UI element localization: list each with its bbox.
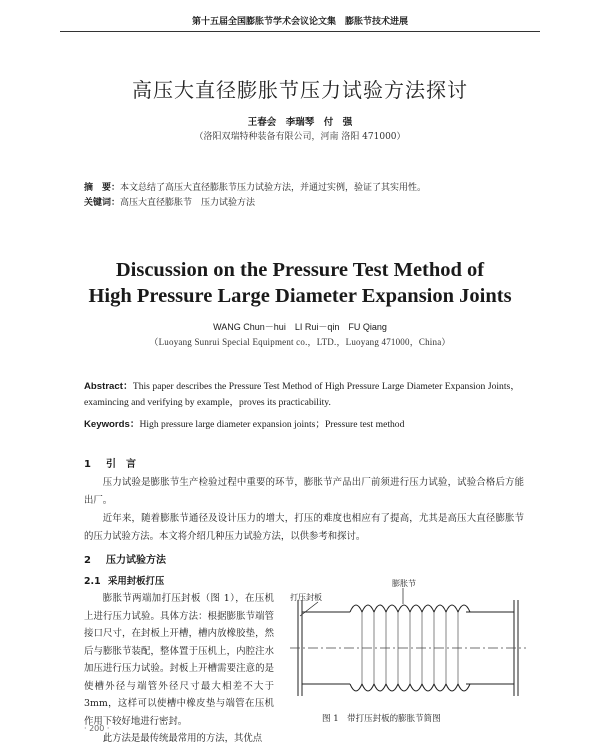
english-keywords [84,416,524,430]
english-keywords-text: High pressure large diameter expansion joints；Pressure test method [139,419,405,430]
english-affiliation: （Luoyang Sunrui Special Equipment co.，LTD.，Luoyang 471000，China） [149,337,451,347]
section-2-paragraph-1: 膨胀节两端加打压封板（图 1），在压机上进行压力试验。具体方法：根据膨胀节端管接口尺寸，在封板上开槽，槽内放橡胶垫，然后与膨胀节装配，整体置于压机上，内腔注水加压进行压力试验。封板上开槽需要注意的是使槽外径与端管外径尺寸最大相差不大于 3mm，这样可以使槽中橡皮垫与端管在压机作用下较好地进行密封。 [84,593,274,727]
chinese-affiliation: （洛阳双瑞特种装备有限公司，河南 洛阳 471000） [194,132,406,142]
chinese-keywords-text: 高压大直径膨胀节 压力试验方法 [120,198,256,208]
section-1-paragraph-2: 近年来，随着膨胀节通径及设计压力的增大，打压的难度也相应有了提高，尤其是高压大直径膨胀节的压力试验方法。本文将介绍几种压力试验方法，以供参考和探讨。 [84,513,524,542]
english-title-line-2: High Pressure Large Diameter Expansion Joints [88,285,512,307]
section-2-number: 2 [84,555,91,566]
section-1-heading [84,455,136,470]
section-2-title: 压力试验方法 [106,555,166,566]
english-abstract-label: Abstract： [84,381,133,392]
section-1-number: 1 [84,459,91,470]
chinese-abstract-label: 摘 要： [84,183,121,193]
subsection-2-1-heading [84,573,164,587]
chinese-authors: 王春会 李瑞琴 付 强 [247,117,353,128]
english-title-line-1: Discussion on the Pressure Test Method of [115,259,485,281]
section-1-paragraph-1: 压力试验是膨胀节生产检验过程中重要的环节，膨胀节产品出厂前须进行压力试验，试验合格后方能出厂。 [84,477,524,506]
header-rule [60,31,540,32]
chinese-abstract-text: 本文总结了高压大直径膨胀节压力试验方法，并通过实例，验证了其实用性。 [120,183,427,193]
page-number: · 200 · [84,724,110,733]
running-header: 第十五届全国膨胀节学术会议论文集 膨胀节技术进展 [191,17,408,27]
english-title [0,257,600,309]
bellows-convolutions-bottom [350,684,470,691]
english-abstract-text: This paper describes the Pressure Test Method of High Pressure Large Diameter Expansion Joints，examincing and verifying by example，proves its practicability. [84,381,520,408]
chinese-keywords-label: 关键词： [84,198,121,208]
figure-label-bellows: 膨胀节 [392,579,416,588]
figure-label-test-plate: 打压封板 [290,593,322,602]
subsection-2-1-title: 采用封板打压 [108,576,165,587]
figure-1-caption: 图 1 带打压封板的膨胀节简图 [322,714,441,724]
english-keywords-label: Keywords： [84,419,140,430]
chinese-abstract [84,180,554,193]
section-2-heading [84,551,166,566]
figure-1-bellows-diagram [288,578,528,710]
english-abstract [84,379,520,411]
section-1-title: 引 言 [106,459,136,470]
english-authors: WANG Chun－hui LI Rui－qin FU Qiang [213,322,387,332]
chinese-title: 高压大直径膨胀节压力试验方法探讨 [132,78,468,102]
subsection-2-1-number: 2.1 [84,576,101,587]
chinese-keywords [84,195,554,208]
bellows-convolutions-top [350,605,470,612]
section-2-paragraph-2: 此方法是最传统最常用的方法，其优点 [102,733,263,744]
plate-leader-line [300,602,318,616]
section-2-body [84,590,274,748]
